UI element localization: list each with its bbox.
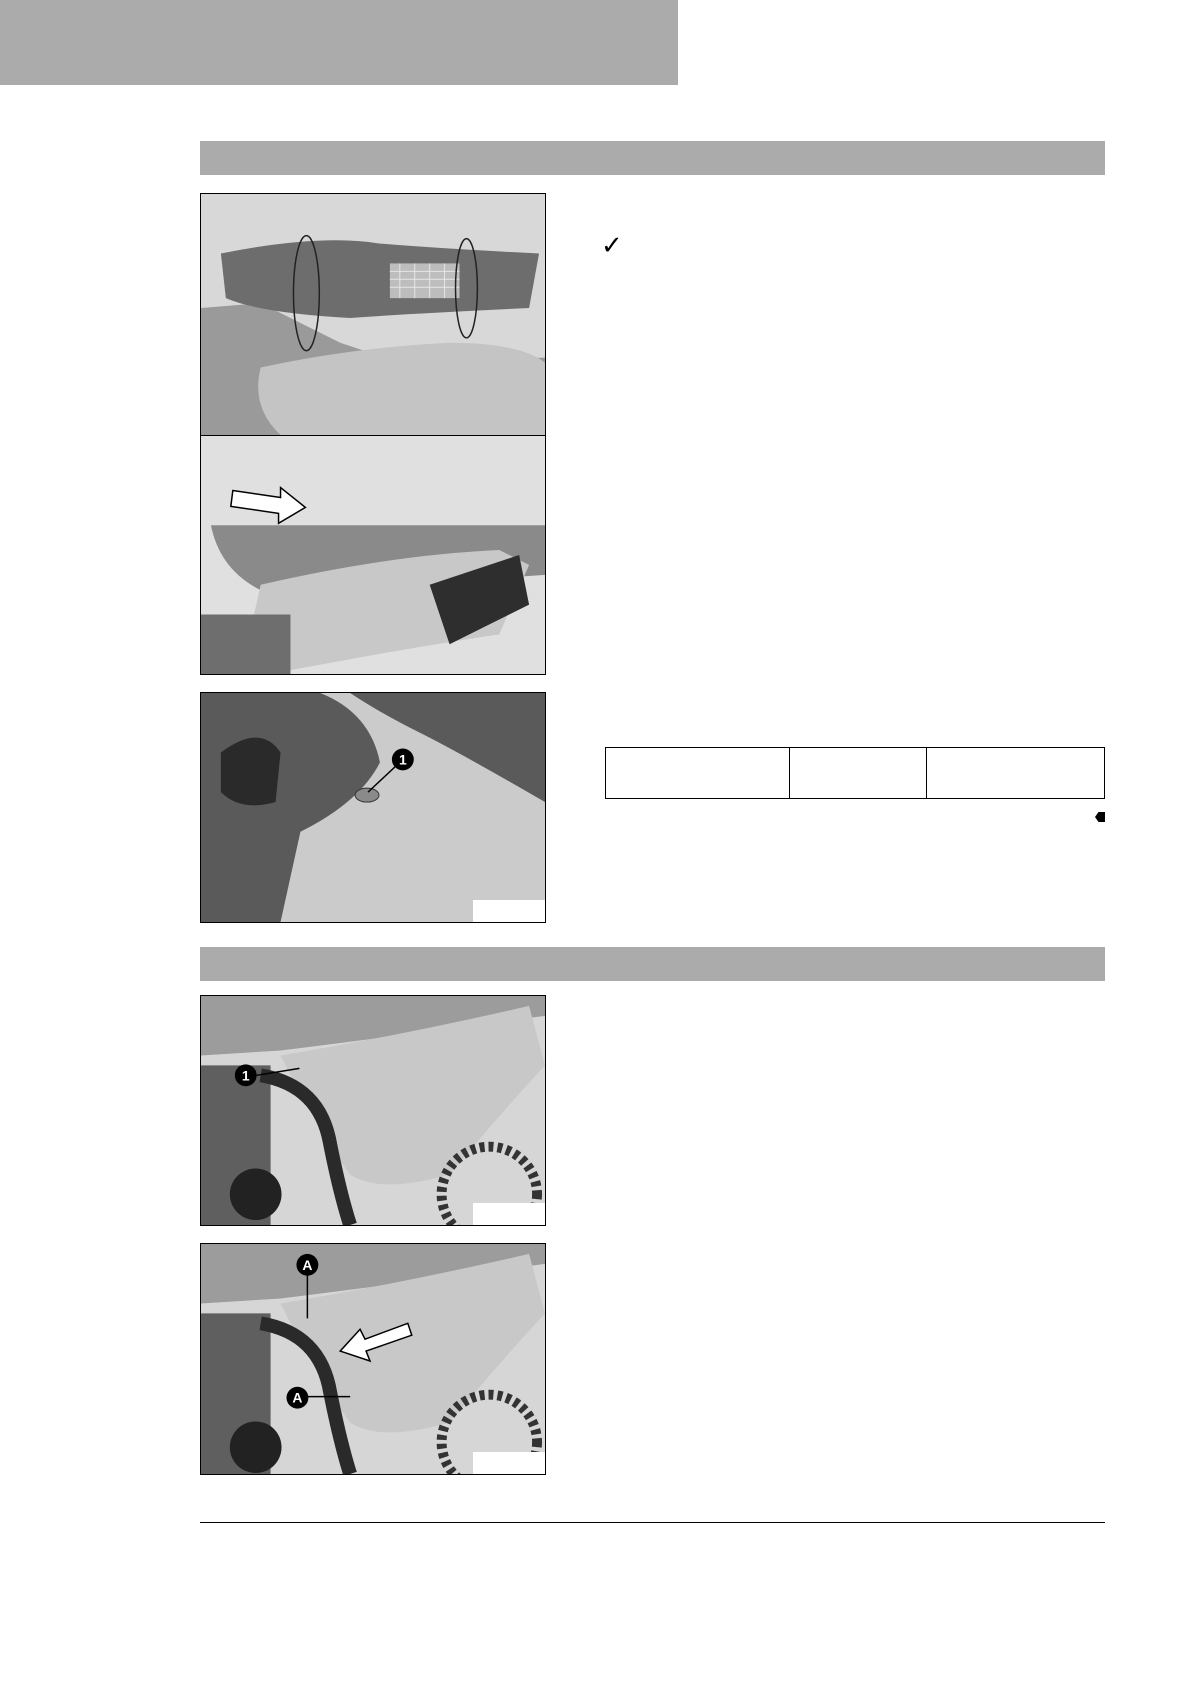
section-heading-bar bbox=[200, 947, 1105, 981]
figure-side-cover bbox=[200, 995, 546, 1226]
spec-value-cell bbox=[790, 748, 927, 799]
svg-text:1: 1 bbox=[241, 1067, 250, 1084]
svg-text:A: A bbox=[292, 1389, 303, 1406]
figure-code bbox=[473, 1203, 545, 1225]
svg-text:1: 1 bbox=[398, 751, 407, 768]
figure-side-cover-tabs bbox=[200, 1243, 546, 1475]
end-marker-icon bbox=[1095, 812, 1105, 822]
side-cover-illustration bbox=[201, 996, 545, 1225]
spec-note-cell bbox=[927, 748, 1105, 799]
callout-1-side-cover bbox=[235, 1064, 257, 1086]
table-row bbox=[606, 748, 1105, 799]
figure-code bbox=[473, 900, 545, 922]
svg-text:A: A bbox=[302, 1256, 313, 1273]
callout-a-upper bbox=[296, 1254, 318, 1276]
figure-seat-mounts bbox=[200, 193, 546, 436]
figure-seat-removal bbox=[200, 435, 546, 675]
section-heading-bar bbox=[200, 141, 1105, 175]
figure-code bbox=[473, 1452, 545, 1474]
spec-label-cell bbox=[606, 748, 790, 799]
screw-location-illustration bbox=[201, 693, 545, 922]
spec-table bbox=[605, 747, 1105, 799]
footer-rule bbox=[200, 1522, 1105, 1523]
seat-removal-illustration bbox=[201, 436, 545, 674]
callout-1-screw bbox=[392, 749, 414, 771]
callout-a-lower bbox=[287, 1387, 309, 1409]
side-cover-tabs-illustration bbox=[201, 1244, 545, 1474]
checkmark-icon: ✓ bbox=[601, 231, 623, 261]
figure-screw-location bbox=[200, 692, 546, 923]
chapter-header-bar bbox=[0, 0, 678, 85]
seat-mounts-illustration bbox=[201, 194, 545, 435]
